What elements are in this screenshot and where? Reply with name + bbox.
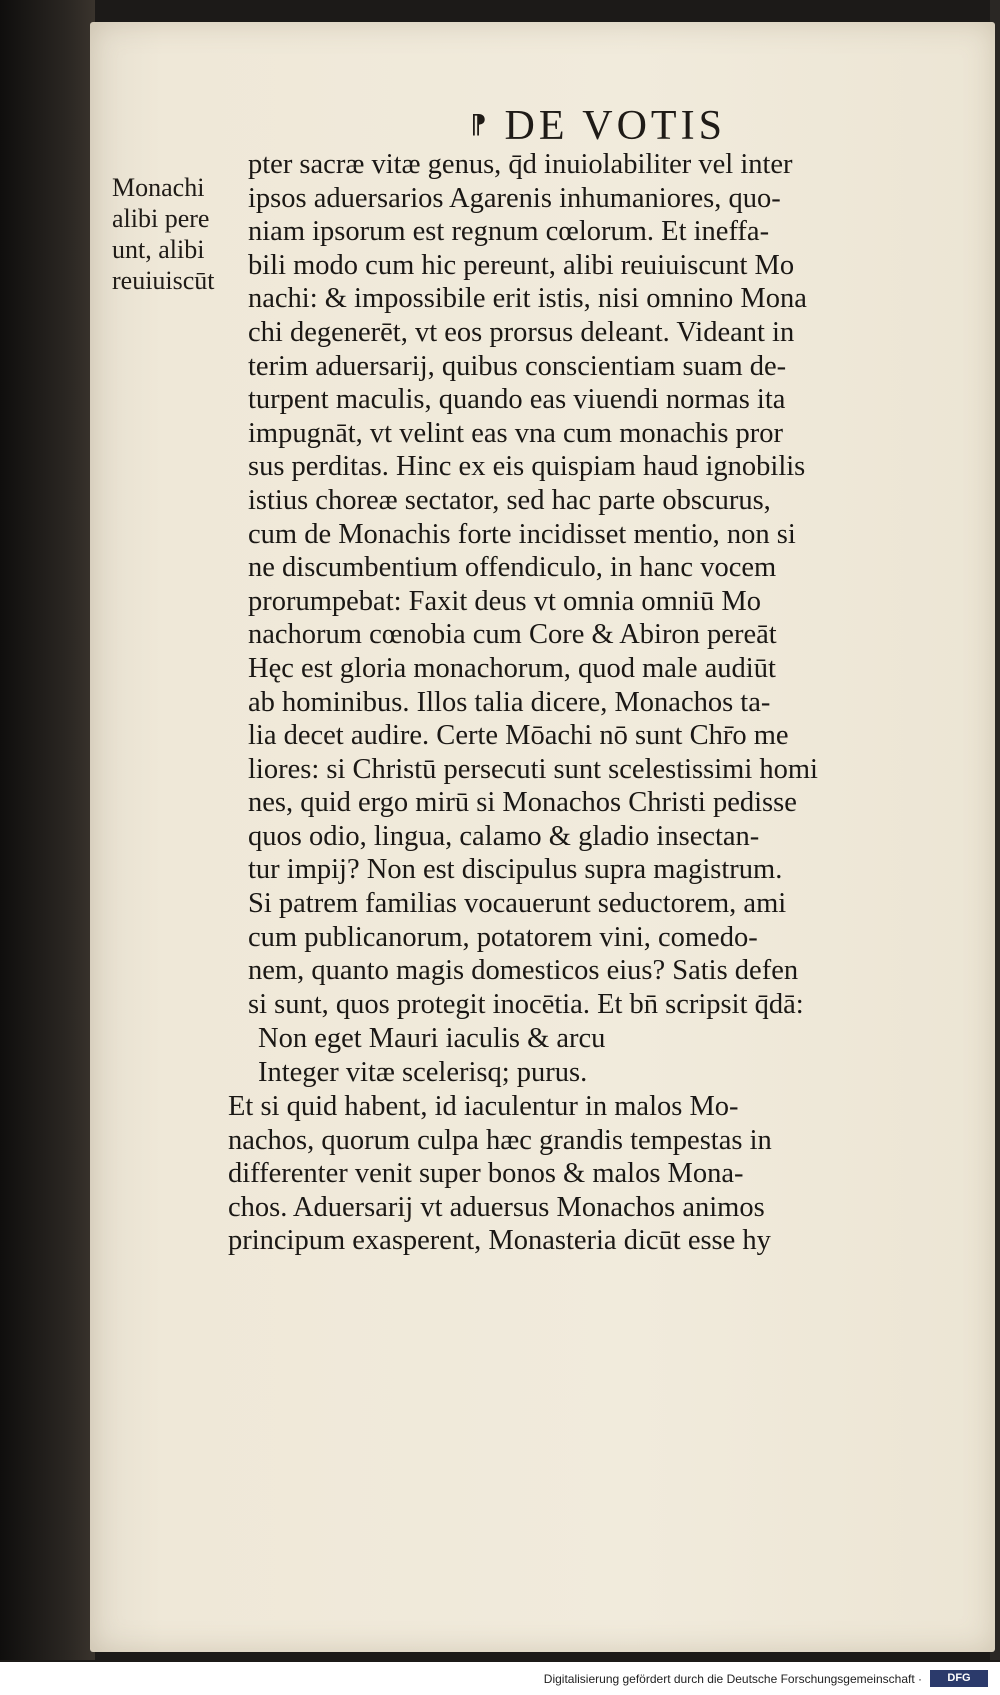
text-line: istius choreæ sectator, sed hac parte obscurus,	[248, 484, 771, 516]
dfg-logo: DFG	[930, 1670, 988, 1687]
text-line: pter sacræ vitæ genus, q̄d inuiolabiliter vel inter	[248, 149, 793, 180]
main-text	[248, 148, 968, 1021]
text-line: tur impij? Non est discipulus supra magistrum.	[248, 854, 783, 886]
text-line: Et si quid habent, id iaculentur in malos Mo-	[228, 1091, 739, 1122]
header-title: DE VOTIS	[504, 103, 726, 149]
text-line: impugnāt, vt velint eas vna cum monachis pror	[248, 417, 784, 449]
text-line: chi degenerēt, vt eos prorsus deleant. Videant in	[248, 316, 795, 348]
closing-text	[228, 1090, 968, 1258]
text-line: differenter venit super bonos & malos Mona-	[228, 1158, 744, 1190]
text-line: bili modo cum hic pereunt, alibi reuiuiscunt Mo	[248, 249, 795, 281]
text-line: cum de Monachis forte incidisset mentio, non si	[248, 518, 796, 550]
book-gutter	[0, 0, 95, 1660]
marginal-note	[112, 172, 262, 296]
text-line: Hęc est gloria monachorum, quod male audiūt	[248, 652, 776, 684]
marginal-line: Monachi	[112, 173, 205, 202]
text-line: nem, quanto magis domesticos eius? Satis defen	[248, 955, 799, 987]
digitization-credit: Digitalisierung gefördert durch die Deutsche Forschungsgemeinschaft ·	[543, 1672, 922, 1686]
text-line: ipsos aduersarios Agarenis inhumaniores, quo-	[248, 182, 781, 214]
footer-bar	[0, 1662, 1000, 1695]
text-line: turpent maculis, quando eas viuendi normas ita	[248, 384, 786, 416]
text-line: Si patrem familias vocauerunt seductorem, ami	[248, 888, 787, 920]
marginal-line: alibi pere	[112, 204, 210, 233]
marginal-line: unt, alibi	[112, 235, 205, 264]
text-line: ne discumbentium offendiculo, in hanc vocem	[248, 552, 777, 584]
text-line: sus perditas. Hinc ex eis quispiam haud ignobilis	[248, 451, 806, 483]
text-line: nachos, quorum culpa hæc grandis tempestas in	[228, 1124, 772, 1156]
text-line: nes, quid ergo mirū si Monachos Christi pedisse	[248, 787, 797, 819]
marginal-line: reuiuiscūt	[112, 266, 215, 295]
text-line: terim aduersarij, quibus conscientiam suam de-	[248, 350, 787, 382]
text-line: quos odio, lingua, calamo & gladio insectan-	[248, 820, 760, 852]
pilcrow-mark: ⁋	[470, 110, 491, 139]
text-line: ab hominibus. Illos talia dicere, Monachos ta-	[248, 686, 771, 718]
text-line: chos. Aduersarij vt aduersus Monachos animos	[228, 1191, 765, 1223]
text-line: nachorum cœnobia cum Core & Abiron pereāt	[248, 619, 777, 651]
text-line: niam ipsorum est regnum cœlorum. Et ineffa-	[248, 216, 770, 248]
verse-line: Non eget Mauri iaculis & arcu	[258, 1023, 606, 1054]
verse-line: Integer vitæ scelerisq; purus.	[258, 1056, 588, 1088]
text-line: lia decet audire. Certe Mōachi nō sunt Chr̄o me	[248, 720, 789, 752]
text-line: cum publicanorum, potatorem vini, comedo-	[248, 921, 758, 953]
text-line: liores: si Christū persecuti sunt scelestissimi homi	[248, 753, 818, 785]
text-line: prorumpebat: Faxit deus vt omnia omniū Mo	[248, 585, 761, 617]
text-line: nachi: & impossibile erit istis, nisi omnino Mona	[248, 283, 807, 315]
verse-quote	[258, 1022, 958, 1089]
running-header	[470, 102, 726, 150]
text-line: si sunt, quos protegit inocētia. Et bn̄ scripsit q̄dā:	[248, 988, 804, 1020]
text-line: principum exasperent, Monasteria dicūt esse hy	[228, 1225, 771, 1257]
